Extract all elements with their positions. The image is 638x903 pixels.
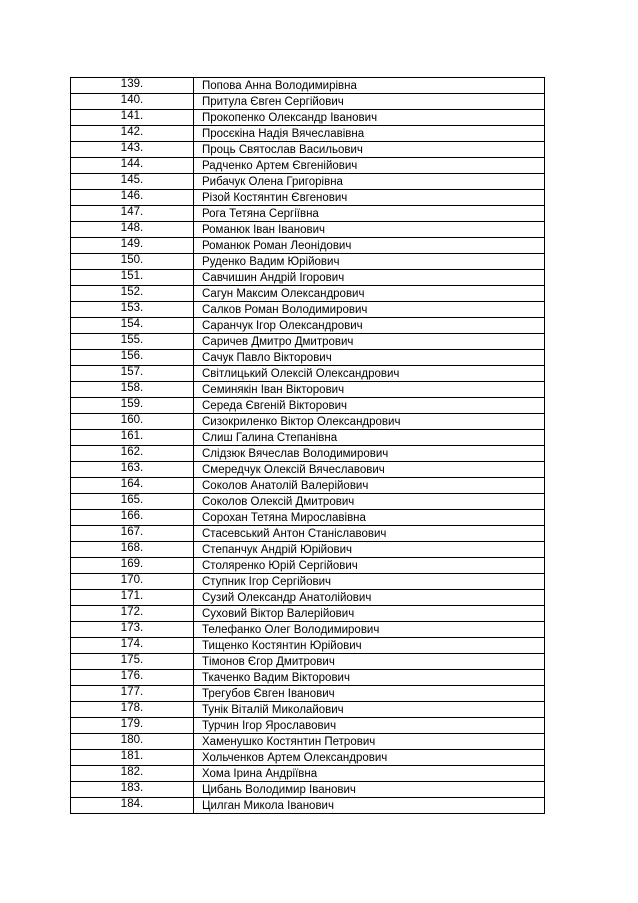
table-row — [71, 238, 545, 254]
person-name: Соколов Анатолій Валерійович — [194, 478, 545, 494]
table-row — [71, 526, 545, 542]
person-name: Сачук Павло Вікторович — [194, 350, 545, 366]
row-number: 167. — [71, 526, 194, 542]
row-number: 148. — [71, 222, 194, 238]
person-name: Романюк Іван Іванович — [194, 222, 545, 238]
row-number: 164. — [71, 478, 194, 494]
row-number: 182. — [71, 766, 194, 782]
person-name: Світлицький Олексій Олександрович — [194, 366, 545, 382]
person-name: Соколов Олексій Дмитрович — [194, 494, 545, 510]
table-row — [71, 606, 545, 622]
row-number: 172. — [71, 606, 194, 622]
table-row — [71, 206, 545, 222]
table-row — [71, 478, 545, 494]
table-row — [71, 734, 545, 750]
row-number: 178. — [71, 702, 194, 718]
row-number: 161. — [71, 430, 194, 446]
row-number: 180. — [71, 734, 194, 750]
row-number: 181. — [71, 750, 194, 766]
row-number: 141. — [71, 110, 194, 126]
row-number: 144. — [71, 158, 194, 174]
person-name: Хольченков Артем Олександрович — [194, 750, 545, 766]
person-name: Слідзюк Вячеслав Володимирович — [194, 446, 545, 462]
table-row — [71, 398, 545, 414]
table-row — [71, 142, 545, 158]
person-name: Цилган Микола Іванович — [194, 798, 545, 814]
person-name: Рибачук Олена Григорівна — [194, 174, 545, 190]
row-number: 165. — [71, 494, 194, 510]
table-row — [71, 366, 545, 382]
row-number: 166. — [71, 510, 194, 526]
table-row — [71, 670, 545, 686]
person-name: Салков Роман Володимирович — [194, 302, 545, 318]
table-row — [71, 446, 545, 462]
table-row — [71, 574, 545, 590]
table-row — [71, 638, 545, 654]
table-row — [71, 654, 545, 670]
row-number: 156. — [71, 350, 194, 366]
person-name: Семинякін Іван Вікторович — [194, 382, 545, 398]
row-number: 140. — [71, 94, 194, 110]
person-name: Тунік Віталій Миколайович — [194, 702, 545, 718]
row-number: 174. — [71, 638, 194, 654]
table-row — [71, 110, 545, 126]
row-number: 152. — [71, 286, 194, 302]
row-number: 175. — [71, 654, 194, 670]
row-number: 153. — [71, 302, 194, 318]
table-row — [71, 430, 545, 446]
person-name: Смередчук Олексій Вячеславович — [194, 462, 545, 478]
row-number: 145. — [71, 174, 194, 190]
table-row — [71, 222, 545, 238]
person-name: Турчин Ігор Ярославович — [194, 718, 545, 734]
table-row — [71, 350, 545, 366]
row-number: 149. — [71, 238, 194, 254]
table-row — [71, 622, 545, 638]
row-number: 142. — [71, 126, 194, 142]
person-name: Попова Анна Володимирівна — [194, 78, 545, 94]
person-name: Суховий Віктор Валерійович — [194, 606, 545, 622]
row-number: 168. — [71, 542, 194, 558]
row-number: 139. — [71, 78, 194, 94]
row-number: 151. — [71, 270, 194, 286]
table-row — [71, 462, 545, 478]
table-row — [71, 702, 545, 718]
person-name: Просєкіна Надія Вячеславівна — [194, 126, 545, 142]
table-row — [71, 190, 545, 206]
person-name: Сузий Олександр Анатолійович — [194, 590, 545, 606]
row-number: 176. — [71, 670, 194, 686]
row-number: 179. — [71, 718, 194, 734]
row-number: 143. — [71, 142, 194, 158]
row-number: 155. — [71, 334, 194, 350]
table-row — [71, 286, 545, 302]
table-row — [71, 94, 545, 110]
person-name: Слиш Галина Степанівна — [194, 430, 545, 446]
person-name: Притула Євген Сергійович — [194, 94, 545, 110]
row-number: 169. — [71, 558, 194, 574]
table-row — [71, 270, 545, 286]
table-row — [71, 302, 545, 318]
table-row — [71, 78, 545, 94]
names-table — [70, 77, 545, 814]
table-row — [71, 686, 545, 702]
person-name: Ткаченко Вадим Вікторович — [194, 670, 545, 686]
row-number: 183. — [71, 782, 194, 798]
table-row — [71, 494, 545, 510]
table-row — [71, 318, 545, 334]
person-name: Ступник Ігор Сергійович — [194, 574, 545, 590]
table-row — [71, 718, 545, 734]
person-name: Столяренко Юрій Сергійович — [194, 558, 545, 574]
table-row — [71, 766, 545, 782]
row-number: 184. — [71, 798, 194, 814]
person-name: Прокопенко Олександр Іванович — [194, 110, 545, 126]
row-number: 162. — [71, 446, 194, 462]
row-number: 150. — [71, 254, 194, 270]
table-body — [71, 78, 545, 814]
row-number: 177. — [71, 686, 194, 702]
row-number: 146. — [71, 190, 194, 206]
row-number: 159. — [71, 398, 194, 414]
person-name: Цибань Володимир Іванович — [194, 782, 545, 798]
person-name: Хаменушко Костянтин Петрович — [194, 734, 545, 750]
person-name: Рога Тетяна Сергіївна — [194, 206, 545, 222]
person-name: Трегубов Євген Іванович — [194, 686, 545, 702]
person-name: Степанчук Андрій Юрійович — [194, 542, 545, 558]
person-name: Стасевський Антон Станіславович — [194, 526, 545, 542]
table-row — [71, 254, 545, 270]
person-name: Сизокриленко Віктор Олександрович — [194, 414, 545, 430]
person-name: Різой Костянтин Євгенович — [194, 190, 545, 206]
person-name: Савчишин Андрій Ігорович — [194, 270, 545, 286]
person-name: Руденко Вадим Юрійович — [194, 254, 545, 270]
table-row — [71, 174, 545, 190]
person-name: Телефанко Олег Володимирович — [194, 622, 545, 638]
row-number: 154. — [71, 318, 194, 334]
table-row — [71, 798, 545, 814]
person-name: Саричев Дмитро Дмитрович — [194, 334, 545, 350]
person-name: Сагун Максим Олександрович — [194, 286, 545, 302]
person-name: Романюк Роман Леонідович — [194, 238, 545, 254]
table-row — [71, 334, 545, 350]
table-row — [71, 558, 545, 574]
row-number: 147. — [71, 206, 194, 222]
person-name: Проць Святослав Васильович — [194, 142, 545, 158]
row-number: 158. — [71, 382, 194, 398]
table-row — [71, 414, 545, 430]
table-row — [71, 590, 545, 606]
row-number: 170. — [71, 574, 194, 590]
table-row — [71, 542, 545, 558]
row-number: 173. — [71, 622, 194, 638]
person-name: Саранчук Ігор Олександрович — [194, 318, 545, 334]
table-row — [71, 782, 545, 798]
person-name: Хома Ірина Андріївна — [194, 766, 545, 782]
row-number: 157. — [71, 366, 194, 382]
row-number: 171. — [71, 590, 194, 606]
table-row — [71, 158, 545, 174]
person-name: Тімонов Єгор Дмитрович — [194, 654, 545, 670]
person-name: Сорохан Тетяна Мирославівна — [194, 510, 545, 526]
row-number: 163. — [71, 462, 194, 478]
table-row — [71, 750, 545, 766]
row-number: 160. — [71, 414, 194, 430]
person-name: Середа Євгеній Вікторович — [194, 398, 545, 414]
table-row — [71, 126, 545, 142]
person-name: Тищенко Костянтин Юрійович — [194, 638, 545, 654]
person-name: Радченко Артем Євгенійович — [194, 158, 545, 174]
table-row — [71, 510, 545, 526]
table-row — [71, 382, 545, 398]
